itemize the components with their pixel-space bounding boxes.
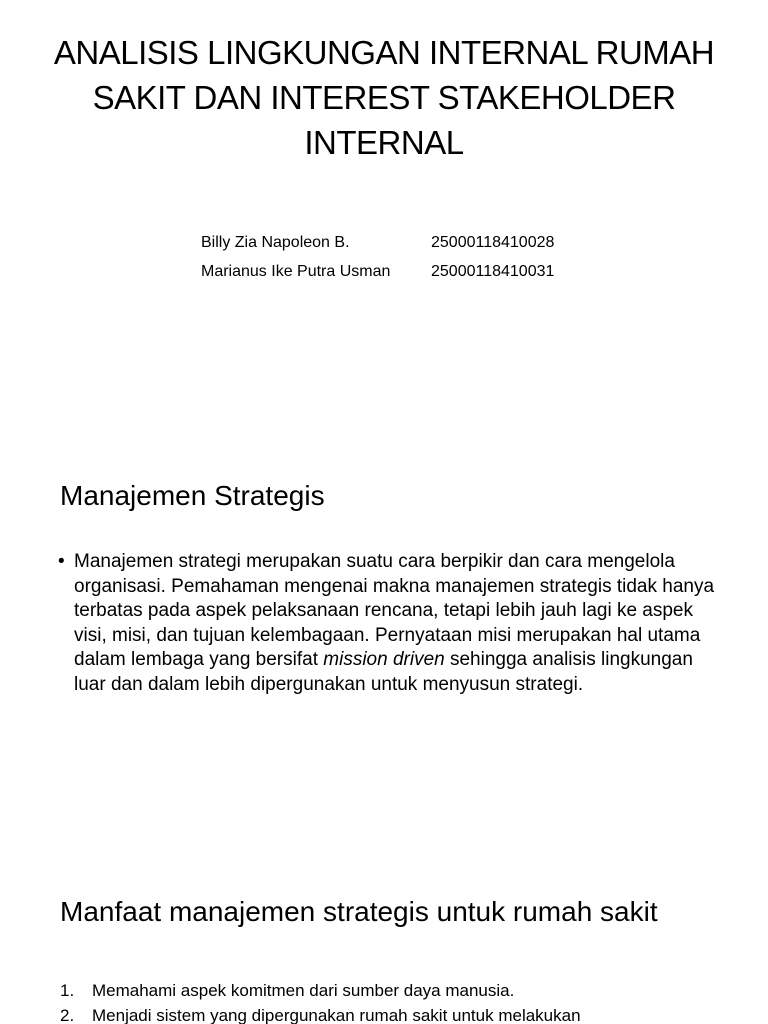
author-row [201,228,554,257]
list-item [60,978,740,1003]
list-item [60,1003,740,1024]
bullet-item [58,550,728,697]
bullet-text-end: sehingga analisis lingkungan luar dan dalam lebih dipergunakan untuk menyusun strategi. [74,649,693,695]
bullet-list [58,550,728,697]
author-name: Billy Zia Napoleon B. [201,234,350,251]
author-id: 25000118410028 [431,234,555,251]
author-name: Marianus Ike Putra Usman [201,263,391,280]
bullet-text-start: Manajemen strategi merupakan suatu cara berpikir dan cara mengelola organisasi. Pemahaman mengenai makna manajemen strategis tidak hanya terbatas pada aspek pelaksanaan rencana, tetapi lebih jauh lagi ke aspek visi, misi, dan tujuan kelembagaan. Pernyataan misi merupakan hal utama dalam lembaga yang bersifat [74,551,715,670]
author-row [201,257,554,286]
list-number: 2. [60,1006,75,1024]
title-slide [0,0,768,440]
list-text: Memahami aspek komitmen dari sumber daya manusia. [92,981,515,1000]
author-id: 25000118410031 [431,263,555,280]
list-number: 1. [60,981,75,1000]
bullet-marker: • [58,551,65,572]
presentation-title: ANALISIS LINGKUNGAN INTERNAL RUMAH SAKIT DAN INTEREST STAKEHOLDER INTERNAL [53,34,715,161]
benefits-slide [0,860,768,1024]
list-text: Menjadi sistem yang dipergunakan rumah sakit untuk melakukan [92,1006,581,1024]
numbered-list [60,978,740,1024]
strategic-management-slide [0,440,768,860]
slide-heading: Manfaat manajemen strategis untuk rumah sakit [60,896,658,927]
slide-heading: Manajemen Strategis [60,480,325,511]
bullet-emphasis: mission driven [323,649,445,670]
author-list [201,228,554,286]
